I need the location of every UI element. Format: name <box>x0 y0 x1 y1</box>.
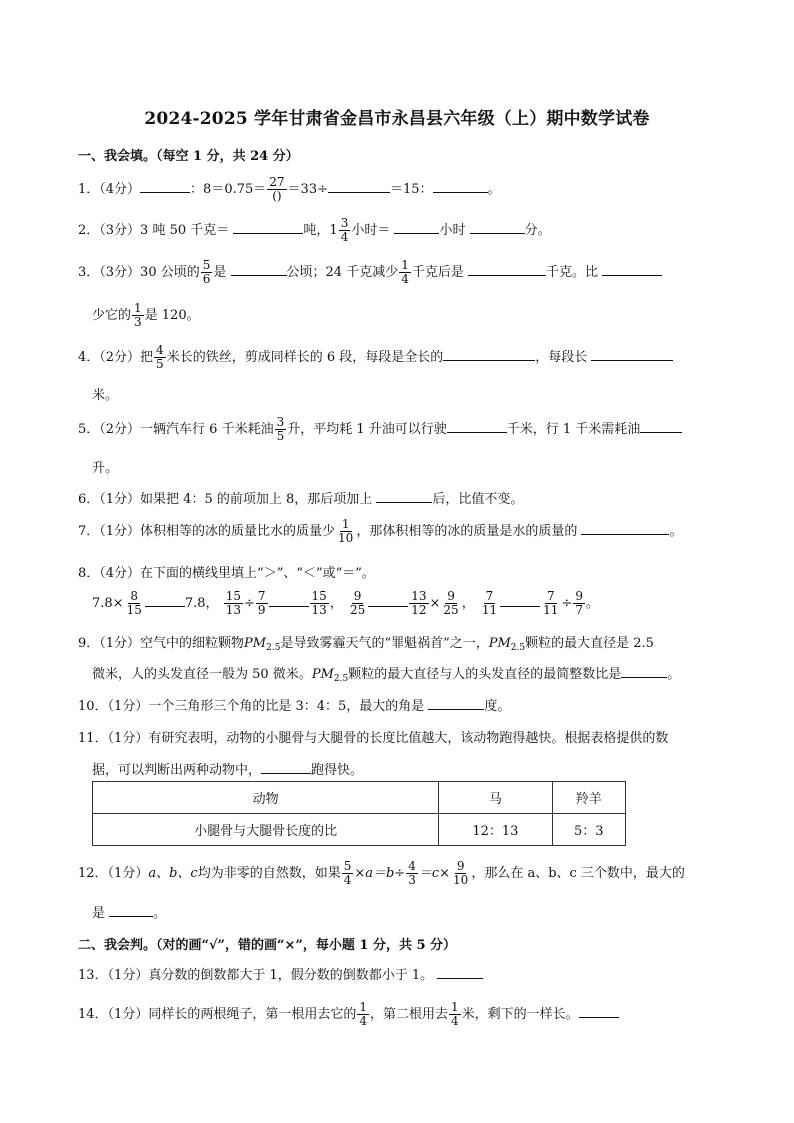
question-1: 1．（4分） ：8＝0.75＝ $\frac{27}{()}$ ＝33÷ ＝15： 。 <box>78 175 501 203</box>
question-12: 12．（1分）a、b、c均为非零的自然数，如果 $\frac{5}{4}$ ×a＝b÷ $\frac{4}{3}$ ＝c× $\frac{9}{10}$ ，那么在 a、b、c 三个数中，最大的 <box>78 859 685 887</box>
answer-blank[interactable] <box>231 263 287 276</box>
table-cell: 5：3 <box>552 814 625 846</box>
table-header-cell: 羚羊 <box>552 782 625 814</box>
answer-blank[interactable] <box>269 594 309 607</box>
fraction: $\frac{9}{25}$ <box>443 589 459 617</box>
answer-blank[interactable] <box>468 263 546 276</box>
fraction: $\frac{4}{3}$ <box>408 859 416 887</box>
fraction: $\frac{1}{4}$ <box>450 1000 459 1028</box>
fraction: $\frac{1}{4}$ <box>401 258 409 286</box>
answer-blank[interactable] <box>602 263 662 276</box>
fraction: $\frac{8}{15}$ <box>126 589 142 617</box>
answer-blank[interactable] <box>109 904 153 917</box>
answer-blank[interactable] <box>261 761 311 774</box>
question-11: 11．（1分）有研究表明，动物的小腿骨与大腿骨的长度比值越大，该动物跑得越快。根据表格提供的数 <box>78 731 669 746</box>
answer-blank[interactable] <box>394 221 439 234</box>
question-9-cont: 微米，人的头发直径一般为 50 微米。$PM_{2.5}$颗粒的最大直径与人的头发直径的最简整数比是 。 <box>92 667 681 684</box>
answer-blank[interactable] <box>579 1005 619 1018</box>
question-8-expressions: 7.8× $\frac{8}{15}$ 7.8， $\frac{15}{13}$ ÷ $\frac{7}{9}$ $\frac{15}{13}$ ， $\frac{9}{25}$ $\frac{13}{12}$ × $\frac{9}{25}$ ， $\frac{7}{11}$ $\frac{7}{11}$ ÷ $\frac{9}{7}$ 。 <box>92 589 599 617</box>
table-row <box>93 782 626 814</box>
answer-blank[interactable] <box>433 180 488 193</box>
answer-blank[interactable] <box>428 697 484 710</box>
question-8: 8．（4分）在下面的横线里填上“＞”、“＜”或“＝”。 <box>78 566 375 581</box>
fraction: $\frac{15}{13}$ <box>225 589 241 617</box>
animal-table <box>92 781 626 846</box>
question-6: 6．（1分）如果把 4：5 的前项加上 8，那后项加上 后，比值不变。 <box>78 492 524 507</box>
question-10: 10．（1分）一个三角形三个角的比是 3：4：5，最大的角是 度。 <box>78 699 511 714</box>
fraction: $\frac{7}{11}$ <box>543 589 559 617</box>
question-4: 4．（2分）把 $\frac{4}{5}$ 米长的铁丝，剪成同样长的 6 段，每段是全长的 ，每段长 <box>78 344 673 371</box>
question-2: 2．（3分）3 吨 50 千克＝ 吨，1 $\frac{3}{4}$ 小时＝ 小时 分。 <box>78 216 551 244</box>
fraction: $\frac{7}{9}$ <box>257 589 266 617</box>
question-3: 3．（3分）30 公顷的 $\frac{5}{6}$ 是 公顷；24 千克减少 $\frac{1}{4}$ 千克后是 千克。比 <box>78 259 662 286</box>
answer-blank[interactable] <box>376 490 432 503</box>
answer-blank[interactable] <box>591 348 673 361</box>
question-11-cont: 据，可以判断出两种动物中， 跑得快。 <box>92 763 364 778</box>
table-header-cell: 动物 <box>93 782 439 814</box>
answer-blank[interactable] <box>500 594 540 607</box>
fraction: $\frac{9}{7}$ <box>575 589 583 617</box>
answer-blank[interactable] <box>443 348 535 361</box>
section-2-heading: 二、我会判。（对的画“√”，错的画“×”，每小题 1 分，共 5 分） <box>78 938 457 953</box>
page-title: 2024-2025 学年甘肃省金昌市永昌县六年级（上）期中数学试卷 <box>144 109 650 129</box>
question-5-cont: 升。 <box>92 461 119 476</box>
question-13: 13．（1分）真分数的倒数都大于 1，假分数的倒数都小于 1。 <box>78 964 483 983</box>
fraction: $\frac{5}{4}$ <box>343 859 352 887</box>
answer-blank[interactable] <box>145 594 185 607</box>
answer-blank[interactable] <box>140 180 190 193</box>
table-cell: 12：13 <box>439 814 552 846</box>
answer-blank[interactable] <box>233 221 303 234</box>
fraction: $\frac{3}{5}$ <box>276 415 285 443</box>
fraction: $\frac{27}{()}$ <box>269 175 285 203</box>
fraction: $\frac{3}{4}$ <box>340 216 349 244</box>
answer-blank[interactable] <box>328 180 390 193</box>
table-header-cell: 马 <box>439 782 552 814</box>
question-3-cont: 少它的 $\frac{1}{3}$ 是 120。 <box>92 301 200 329</box>
answer-blank[interactable] <box>447 420 507 433</box>
fraction: $\frac{1}{4}$ <box>359 1000 367 1028</box>
question-9: 9．（1分）空气中的细粒颗物$PM_{2.5}$是导致雾霾天气的“罪魁祸首”之一，$PM_{2.5}$颗粒的最大直径是 2.5 <box>78 636 654 653</box>
table-row <box>93 814 626 846</box>
fraction: $\frac{9}{10}$ <box>453 859 469 887</box>
answer-blank[interactable] <box>368 594 408 607</box>
answer-blank[interactable] <box>621 665 667 678</box>
fraction: $\frac{9}{25}$ <box>349 589 366 617</box>
question-5: 5．（2分）一辆汽车行 6 千米耗油 $\frac{3}{5}$ 升，平均耗 1 升油可以行驶 千米，行 1 千米需耗油 <box>78 416 682 443</box>
answer-blank[interactable] <box>437 966 483 979</box>
question-12-cont: 是 。 <box>92 906 167 921</box>
answer-blank[interactable] <box>640 420 682 433</box>
fraction: $\frac{7}{11}$ <box>481 589 498 617</box>
fraction: $\frac{4}{5}$ <box>156 343 164 371</box>
question-14: 14．（1分）同样长的两根绳子，第一根用去它的 $\frac{1}{4}$ ，第二根用去 $\frac{1}{4}$ 米，剩下的一样长。 <box>78 1001 619 1028</box>
table-cell: 小腿骨与大腿骨长度的比 <box>93 814 439 846</box>
answer-blank[interactable] <box>581 522 669 535</box>
answer-blank[interactable] <box>470 221 525 234</box>
fraction: $\frac{5}{6}$ <box>202 258 211 286</box>
fraction: $\frac{1}{10}$ <box>338 517 354 545</box>
section-1-heading: 一、我会填。（每空 1 分，共 24 分） <box>78 149 299 164</box>
fraction: $\frac{13}{12}$ <box>411 589 427 617</box>
question-7: 7．（1分）体积相等的冰的质量比水的质量少 $\frac{1}{10}$ ，那体积相等的冰的质量是水的质量的 。 <box>78 517 683 545</box>
fraction: $\frac{15}{13}$ <box>311 589 327 617</box>
fraction: $\frac{1}{3}$ <box>134 301 142 329</box>
question-4-cont: 米。 <box>92 388 119 403</box>
